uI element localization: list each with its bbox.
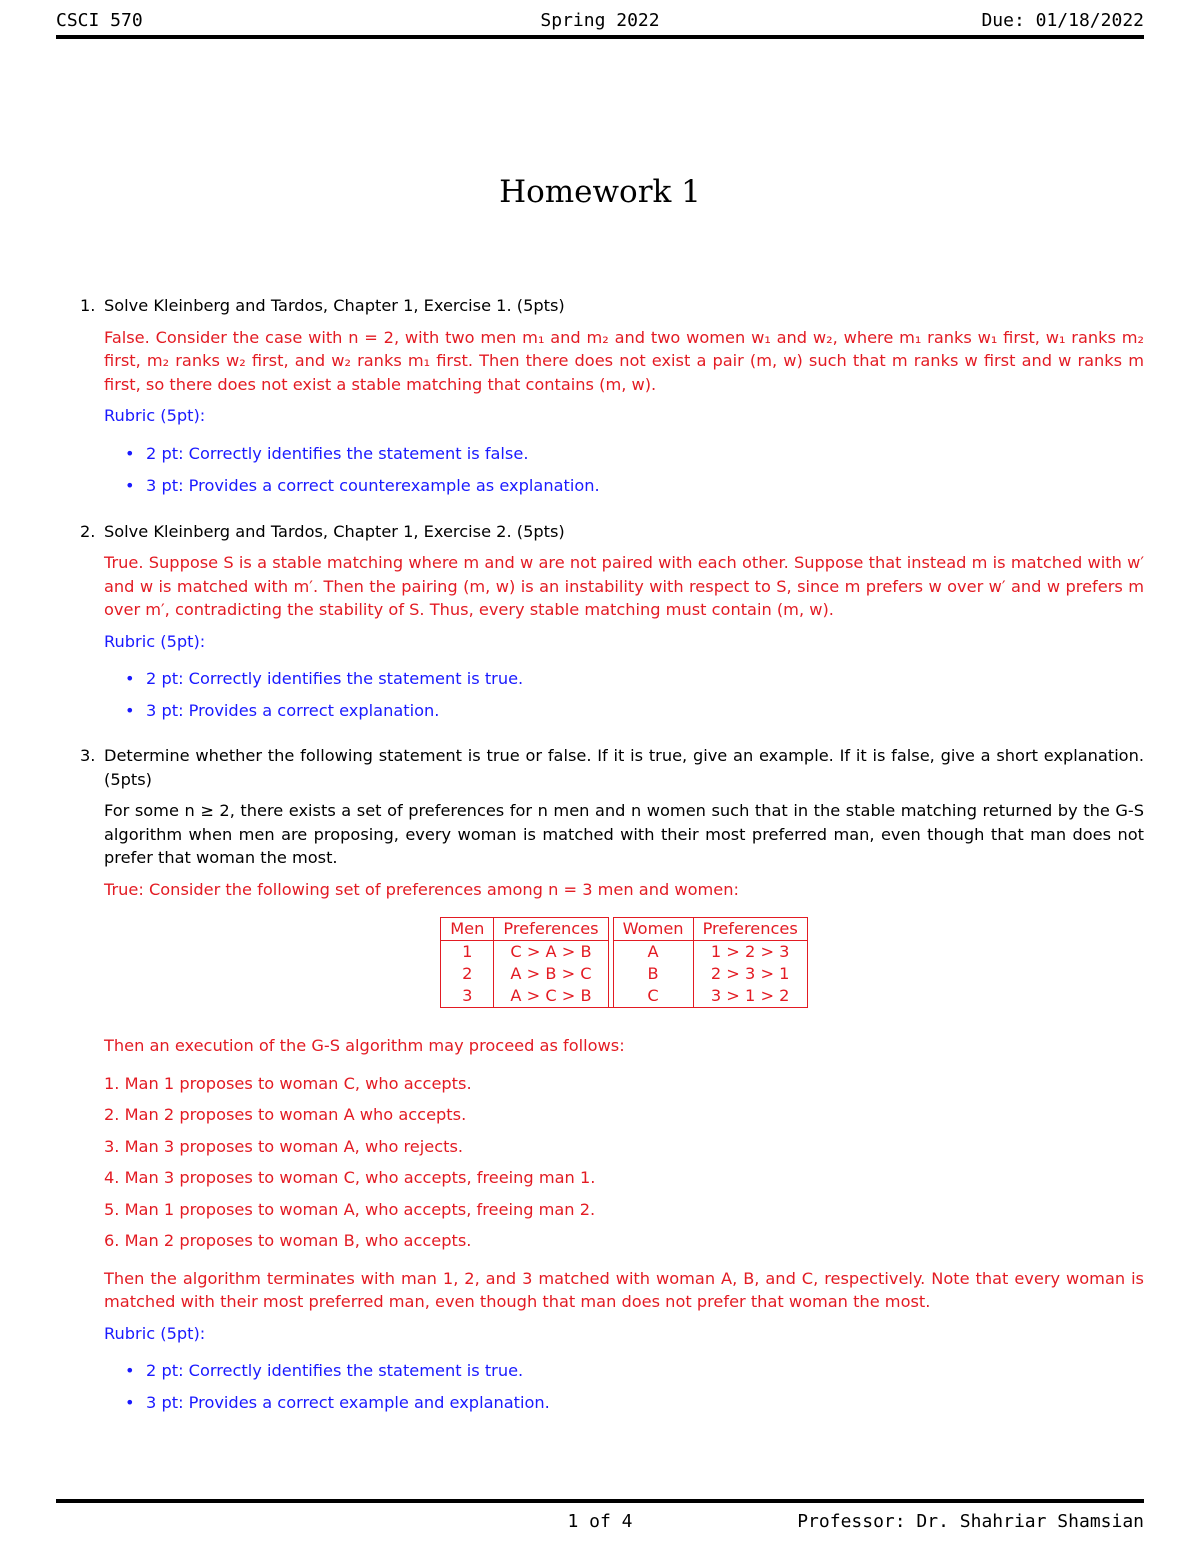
answer-intro: True: Consider the following set of preferences among n = 3 men and women:	[104, 879, 739, 899]
table-cell: 3 > 1 > 2	[693, 985, 807, 1008]
footer-rule	[56, 1499, 1144, 1503]
rubric-list	[104, 442, 1144, 498]
table-cell: B	[613, 963, 693, 985]
header-rule	[56, 35, 1144, 39]
question-prompt: Solve Kleinberg and Tardos, Chapter 1, Exercise 2. (5pts)	[104, 521, 565, 541]
rubric-item: • 2 pt: Correctly identifies the statement is true.	[104, 1359, 1144, 1383]
rubric-title: Rubric (5pt):	[104, 631, 206, 651]
question-1	[80, 294, 1144, 498]
column-header: Preferences	[494, 918, 608, 941]
question-prompt: Solve Kleinberg and Tardos, Chapter 1, Exercise 1. (5pts)	[104, 296, 565, 315]
execution-intro: Then an execution of the G-S algorithm may proceed as follows:	[104, 1036, 625, 1055]
footer-professor: Professor: Dr. Shahriar Shamsian	[797, 1511, 1144, 1532]
rubric-title: Rubric (5pt):	[104, 1323, 206, 1343]
execution-step: 5. Man 1 proposes to woman A, who accepts, freeing man 2.	[104, 1199, 596, 1219]
table-cell: A > C > B	[494, 985, 608, 1008]
column-header: Preferences	[693, 918, 807, 941]
rubric-title: Rubric (5pt):	[104, 406, 206, 425]
table-row	[441, 985, 808, 1008]
question-prompt: Determine whether the following statement is true or false. If it is true, give an example. If it is false, give a short explanation. (5pts)	[104, 746, 1144, 789]
rubric-list	[104, 1359, 1144, 1414]
homework-content	[80, 294, 1144, 1414]
execution-step: 3. Man 3 proposes to woman A, who rejects.	[104, 1136, 464, 1156]
preferences-table-wrap	[104, 917, 1144, 1008]
header-due-date: Due: 01/18/2022	[981, 10, 1144, 31]
question-number: 3.	[80, 746, 96, 765]
header-term: Spring 2022	[540, 10, 660, 31]
rubric-item: • 3 pt: Provides a correct example and explanation.	[104, 1391, 1144, 1415]
page-number: 1 of 4	[567, 1511, 633, 1532]
answer-text: True. Suppose S is a stable matching where m and w are not paired with each other. Suppose that instead m is matched with w′ and w is matched with m′. Then the pairing (m, w) is an instability with respect to S, since m prefers w over w′ and w prefers m over m′, contradicting the stability of S. Thus, every stable matching must contain (m, w).	[104, 553, 1144, 619]
table-cell: 2	[441, 963, 494, 985]
table-cell: A > B > C	[494, 963, 608, 985]
preferences-table	[440, 917, 808, 1008]
question-number: 2.	[80, 521, 96, 541]
header-course: CSCI 570	[56, 10, 143, 31]
table-cell: C > A > B	[494, 941, 608, 964]
conclusion-text: Then the algorithm terminates with man 1, 2, and 3 matched with woman A, B, and C, respectively. Note that every woman is matched with their most preferred man, even though that man does not prefer that woman the most.	[104, 1268, 1144, 1311]
page-footer	[56, 1511, 1144, 1539]
execution-step: 4. Man 3 proposes to woman C, who accepts, freeing man 1.	[104, 1168, 596, 1187]
table-cell: 3	[441, 985, 494, 1008]
table-row	[441, 963, 808, 985]
question-statement: For some n ≥ 2, there exists a set of preferences for n men and n women such that in the stable matching returned by the G-S algorithm when men are proposing, every woman is matched with their most preferred man, even though that man does not prefer that woman the most.	[104, 801, 1144, 867]
rubric-item: • 3 pt: Provides a correct explanation.	[104, 699, 1144, 723]
execution-steps	[104, 1072, 1144, 1253]
question-2	[80, 520, 1144, 723]
answer-text: False. Consider the case with n = 2, with two men m₁ and m₂ and two women w₁ and w₂, where m₁ ranks w₁ first, w₁ ranks m₂ first, m₂ ranks w₂ first, and w₂ ranks m₁ first. Then there does not exist a pair (m, w) such that m ranks w first and w ranks m first, so there does not exist a stable matching that contains (m, w).	[104, 327, 1144, 394]
rubric-item: • 2 pt: Correctly identifies the statement is true.	[104, 667, 1144, 691]
rubric-list	[104, 667, 1144, 722]
rubric-item: • 2 pt: Correctly identifies the statement is false.	[104, 442, 1144, 466]
execution-step: 2. Man 2 proposes to woman A who accepts.	[104, 1105, 467, 1124]
column-header: Men	[441, 918, 494, 941]
table-header-row	[441, 918, 808, 941]
column-header: Women	[613, 918, 693, 941]
table-cell: C	[613, 985, 693, 1008]
table-cell: 1	[441, 941, 494, 964]
table-row	[441, 941, 808, 964]
page-header	[56, 8, 1144, 36]
table-cell: 2 > 3 > 1	[693, 963, 807, 985]
question-number: 1.	[80, 296, 96, 315]
page-title: Homework 1	[499, 173, 701, 210]
table-cell: A	[613, 941, 693, 964]
question-3	[80, 744, 1144, 1414]
execution-step: 1. Man 1 proposes to woman C, who accepts.	[104, 1073, 472, 1093]
table-cell: 1 > 2 > 3	[693, 941, 807, 964]
execution-step: 6. Man 2 proposes to woman B, who accepts.	[104, 1231, 472, 1250]
rubric-item: • 3 pt: Provides a correct counterexample as explanation.	[104, 474, 1144, 498]
